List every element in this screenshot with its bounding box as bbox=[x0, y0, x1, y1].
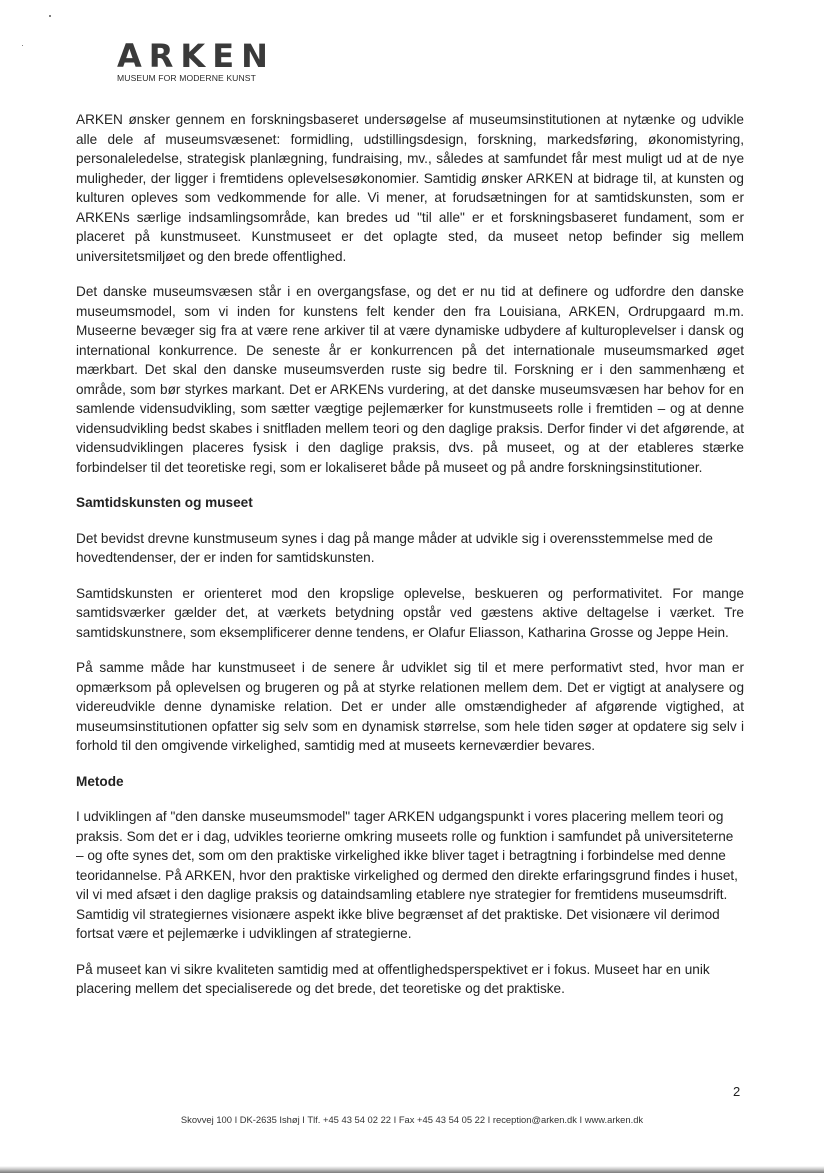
section-heading: Samtidskunsten og museet bbox=[76, 495, 253, 510]
scan-speck bbox=[22, 45, 23, 46]
section-heading: Metode bbox=[76, 773, 124, 789]
footer-contact: Skovvej 100 I DK-2635 Ishøj I Tlf. +45 43 54 02 22 I Fax +45 43 54 05 22 I reception@arken.dk I www.arken.dk bbox=[180, 1114, 644, 1125]
scan-edge bbox=[0, 1166, 824, 1173]
arken-logo bbox=[117, 37, 275, 83]
body-paragraph: På samme måde har kunstmuseet i de senere år udviklet sig til et mere performativt sted, hvor man er opmærksom på oplevelsen og brugeren og på at styrke relationen mellem dem. Det er vigtigt at analysere og videreudvikle denne dynamiske relation. Det er under alle omstændigheder af afgørende vigtighed, at museumsinstitutionen opfatter sig selv som en dynamisk størrelse, som hele tiden søger at opdatere sig selv i forhold til den omgivende virkelighed, samtidig med at museets kerneværdier bevares. bbox=[76, 660, 744, 753]
body-paragraph: Det danske museumsvæsen står i en overgangsfase, og det er nu tid at definere og udfordre den danske museumsmodel, som vi inden for kunstens felt kender den fra Louisiana, ARKEN, Ordrupgaard m.m. Museerne bevæger sig fra at være rene arkiver til at være dynamiske udbydere af kulturoplevelser i dansk og international konkurrence. De seneste år er konkurrencen på det internationale museumsmarked øget mærkbart. Det skal den danske museumsverden ruste sig bedre til. Forskning er i den sammenhæng et område, som bør styrkes markant. Det er ARKENs vurdering, at det danske museumsvæsen har behov for en samlende vidensudvikling, som sætter vægtige pejlemærker for kunstmuseets rolle i fremtiden – og at denne vidensudvikling bedst skabes i snitfladen mellem teori og den daglige praksis. Derfor finder vi det afgørende, at vidensudviklingen placeres fysisk i den daglige praksis, dvs. på museet, og at der etableres stærke forbindelser til det teoretiske regi, som er lokaliseret både på museet og på andre forskningsinstitutioner. bbox=[76, 284, 744, 475]
body-paragraph: Det bevidst drevne kunstmuseum synes i dag på mange måder at udvikle sig i overensstemmelse med de hovedtendenser, der er inden for samtidskunsten. bbox=[76, 530, 713, 565]
page-number: 2 bbox=[733, 1084, 741, 1099]
body-paragraph: I udviklingen af "den danske museumsmodel" tager ARKEN udgangspunkt i vores placering mellem teori og praksis. Som det er i dag, udvikles teorierne omkring museets rolle og funktion i samfundet på universiteterne – og ofte synes det, som om den praktiske virkelighed ikke bliver taget i betragtning i forbindelse med denne teoridannelse. På ARKEN, hvor den praktiske virkelighed og dermed den direkte erfaringsgrund findes i huset, vil vi med afsæt i den daglige praksis og dataindsamling etablere nye strategier for fremtidens museumsdrift. Samtidig vil strategiernes visionære aspekt ikke blive begrænset af det praktiske. Det visionære vil derimod fortsat være et pejlemærke i udviklingen af strategierne. bbox=[76, 809, 738, 941]
logo-wordmark: ARKEN bbox=[117, 37, 275, 75]
body-paragraph: ARKEN ønsker gennem en forskningsbaseret undersøgelse af museumsinstitutionen at nytænke og udvikle alle dele af museumsvæsenet: formidling, udstillingsdesign, forskning, markedsføring, økonomistyring, personaleledelse, strategisk planlægning, fundraising, mv., således at samfundet får mest muligt ud at de nye muligheder, der ligger i fremtidens oplevelsesøkonomier. Samtidig ønsker ARKEN at bidrage til, at kunsten og kulturen opleves som vedkommende for alle. Vi mener, at forudsætningen for at samtidskunsten, som er ARKENs særlige indsamlingsområde, kan bredes ud "til alle" er et forskningsbaseret fundament, som er placeret på kunstmuseet. Kunstmuseet er det oplagte sted, da museet netop befinder sig mellem universitetsmiljøet og den brede offentlighed. bbox=[76, 112, 744, 264]
logo-subtitle: MUSEUM FOR MODERNE KUNST bbox=[117, 73, 256, 83]
body-paragraph: På museet kan vi sikre kvaliteten samtidig med at offentlighedsperspektivet er i fokus. Museet har en unik placering mellem det specialiserede og det brede, det teoretiske og det praktiske. bbox=[76, 961, 710, 996]
body-paragraph: Samtidskunsten er orienteret mod den kropslige oplevelse, beskueren og performativitet. For mange samtidsværker gælder det, at værkets betydning opstår ved gæstens aktive deltagelse i værket. Tre samtidskunstnere, som eksemplificerer denne tendens, er Olafur Eliasson, Katharina Grosse og Jeppe Hein. bbox=[76, 585, 744, 640]
scan-speck bbox=[49, 15, 51, 17]
letter-body bbox=[76, 110, 744, 999]
